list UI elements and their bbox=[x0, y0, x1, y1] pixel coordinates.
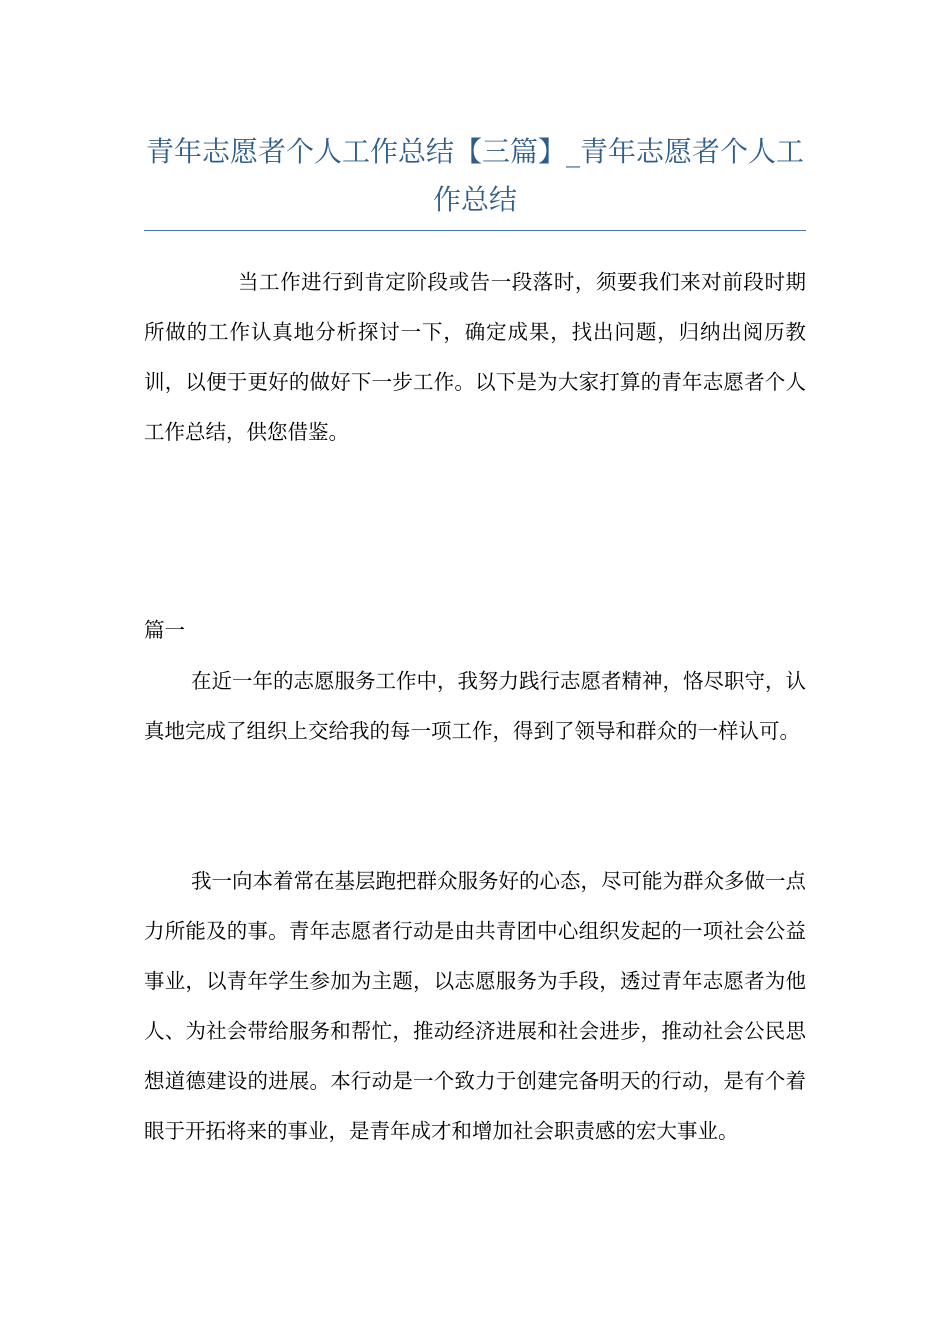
intro-paragraph: 当工作进行到肯定阶段或告一段落时，须要我们来对前段时期所做的工作认真地分析探讨一下，确定成果，找出问题，归纳出阅历教训，以便于更好的做好下一步工作。以下是为大家打算的青年志愿者个人工作总结，供您借鉴。 bbox=[144, 270, 806, 444]
title-underline bbox=[144, 230, 806, 231]
body-paragraph-2: 我一向本着常在基层跑把群众服务好的心态，尽可能为群众多做一点力所能及的事。青年志愿者行动是由共青团中心组织发起的一项社会公益事业，以青年学生参加为主题，以志愿服务为手段，透过青年志愿者为他人、为社会带给服务和帮忙，推动经济进展和社会进步，推动社会公民思想道德建设的进展。本行动是一个致力于创建完备明天的行动，是有个着眼于开拓将来的事业，是青年成才和增加社会职责感的宏大事业。 bbox=[144, 869, 806, 1143]
body-paragraph-1: 在近一年的志愿服务工作中，我努力践行志愿者精神，恪尽职守，认真地完成了组织上交给我的每一项工作，得到了领导和群众的一样认可。 bbox=[144, 669, 806, 743]
document-title: 青年志愿者个人工作总结【三篇】_青年志愿者个人工作总结 bbox=[145, 135, 804, 216]
section-heading: 篇一 bbox=[144, 618, 185, 642]
